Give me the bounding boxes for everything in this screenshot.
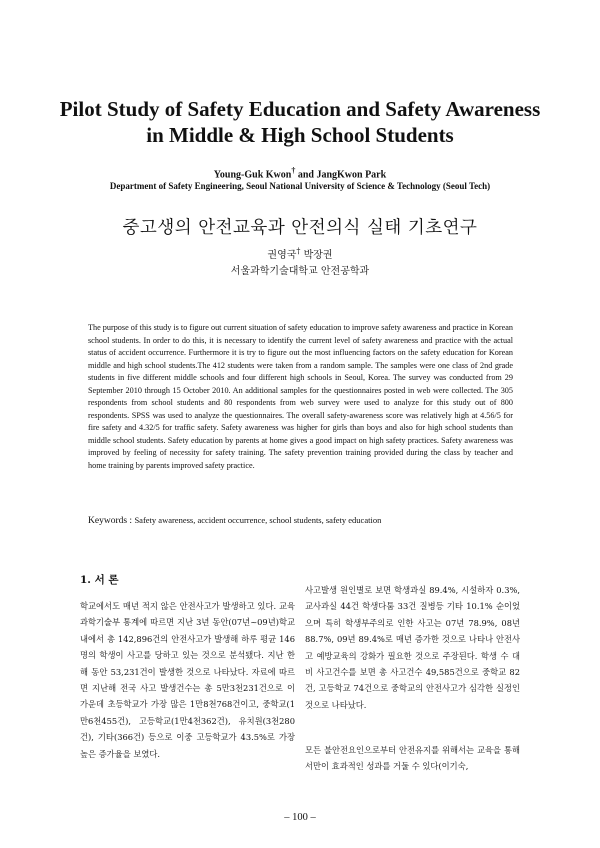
page-number: – 100 – <box>284 812 316 823</box>
paper-title-line-1: Pilot Study of Safety Education and Safety Awareness <box>59 97 541 121</box>
keywords <box>88 515 518 526</box>
body-right-column-paragraph-1: 사고발생 원인별로 보면 학생과실 89.4%, 시설하자 0.3%, 교사과실 44건 학생다툼 33건 질병등 기타 10.1% 순이었으며 특히 학생부주의로 인한 사고는 07년 78.9%, 08년 88.7%, 09년 89.4%로 매년 증가한 것으로 나타나 안전사고 예방교육의 강화가 필요한 것으로 주장된다. 학생 수 대비 사고건수를 보면 총 사고건수 49,585건으로 중학교 82건, 고등학교 74건으로 중학교의 안전사고가 심각한 실정인 것으로 나타났다. <box>305 585 520 710</box>
paper-title <box>0 96 600 148</box>
section-heading: 1. 서 론 <box>80 574 119 586</box>
korean-author-name-1: 권영국 <box>267 250 297 261</box>
korean-author-line <box>0 246 600 261</box>
korean-affiliation: 서울과학기술대학교 안전공학과 <box>230 266 370 277</box>
korean-author-name-2: 박장권 <box>300 250 333 261</box>
keywords-label: Keywords : <box>88 516 135 526</box>
author-line <box>0 166 600 180</box>
abstract: The purpose of this study is to figure out current situation of safety education to improve safety awareness and practice in Korean school students. In order to do this, it is necessary to identify the current level of safety awareness and practice with the actual status of accident occurrence. Furthermore it is try to figure out the most influencing factors on the safety education for Korean middle and high school students.The 412 students were taken from a random sample. The samples were one class of 2nd grade students in five different middle schools and four different high schools in Seoul, Korea. The survey was conducted from 29 September 2010 through 15 October 2010. An additional samples for the questionnaires posted in web were collected. The 305 respondents from school students and 80 respondents from web survey were used to analyze for this study out of 800 respondents. SPSS was used to analyze the questionnaires. The overall safety-awareness score was relatively high at 4.56/5 for fire safety and 4.32/5 for traffic safety. Safety awareness was higher for girls than boys and also for high school students than middle school students. Safety education by parents at home gives a good impact on high safety practices. Safety awareness was improved by feeling of necessity for safety training. The safety prevention training provided during the class by teacher and home training by parents improved safety practice. <box>88 323 513 470</box>
paper-title-line-2: in Middle & High School Students <box>146 123 454 147</box>
affiliation: Department of Safety Engineering, Seoul National University of Science & Technology (Seoul Tech) <box>109 181 491 191</box>
korean-corresponding-marker: † <box>296 246 301 256</box>
keywords-text: Safety awareness, accident occurrence, school students, safety education <box>134 515 382 525</box>
body-right-column-paragraph-2: 모든 불안전요인으로부터 안전유지를 위해서는 교육을 통해서만이 효과적인 성과를 거둘 수 있다(이기숙, <box>305 745 520 772</box>
author-name-1: Young-Guk Kwon <box>213 169 292 181</box>
korean-title: 중고생의 안전교육과 안전의식 실태 기초연구 <box>122 218 478 238</box>
body-left-column: 학교에서도 매년 적지 않은 안전사고가 발생하고 있다. 교육과학기술부 통계에 따르면 지난 3년 동안(07년~09년)학교 내에서 총 142,896건의 안전사고가 발생해 하루 평균 146명의 학생이 사고를 당하고 있는 것으로 분석됐다. 지난 한 해 동안 53,231건이 발생한 것으로 나타났다. 자료에 따르면 지난해 전국 사고 발생건수는 총 5만3천231건으로 이 가운데 초등학교가 가장 많은 1만8천768건이고, 중학교(1만6천455건), 고등학교(1만4천362건), 유치원(3천280건), 기타(366건) 등으로 이중 고등학교가 43.5%로 가장 높은 증가율을 보였다. <box>80 601 295 759</box>
author-name-2: and JangKwon Park <box>295 169 387 181</box>
corresponding-author-marker: † <box>291 166 296 175</box>
